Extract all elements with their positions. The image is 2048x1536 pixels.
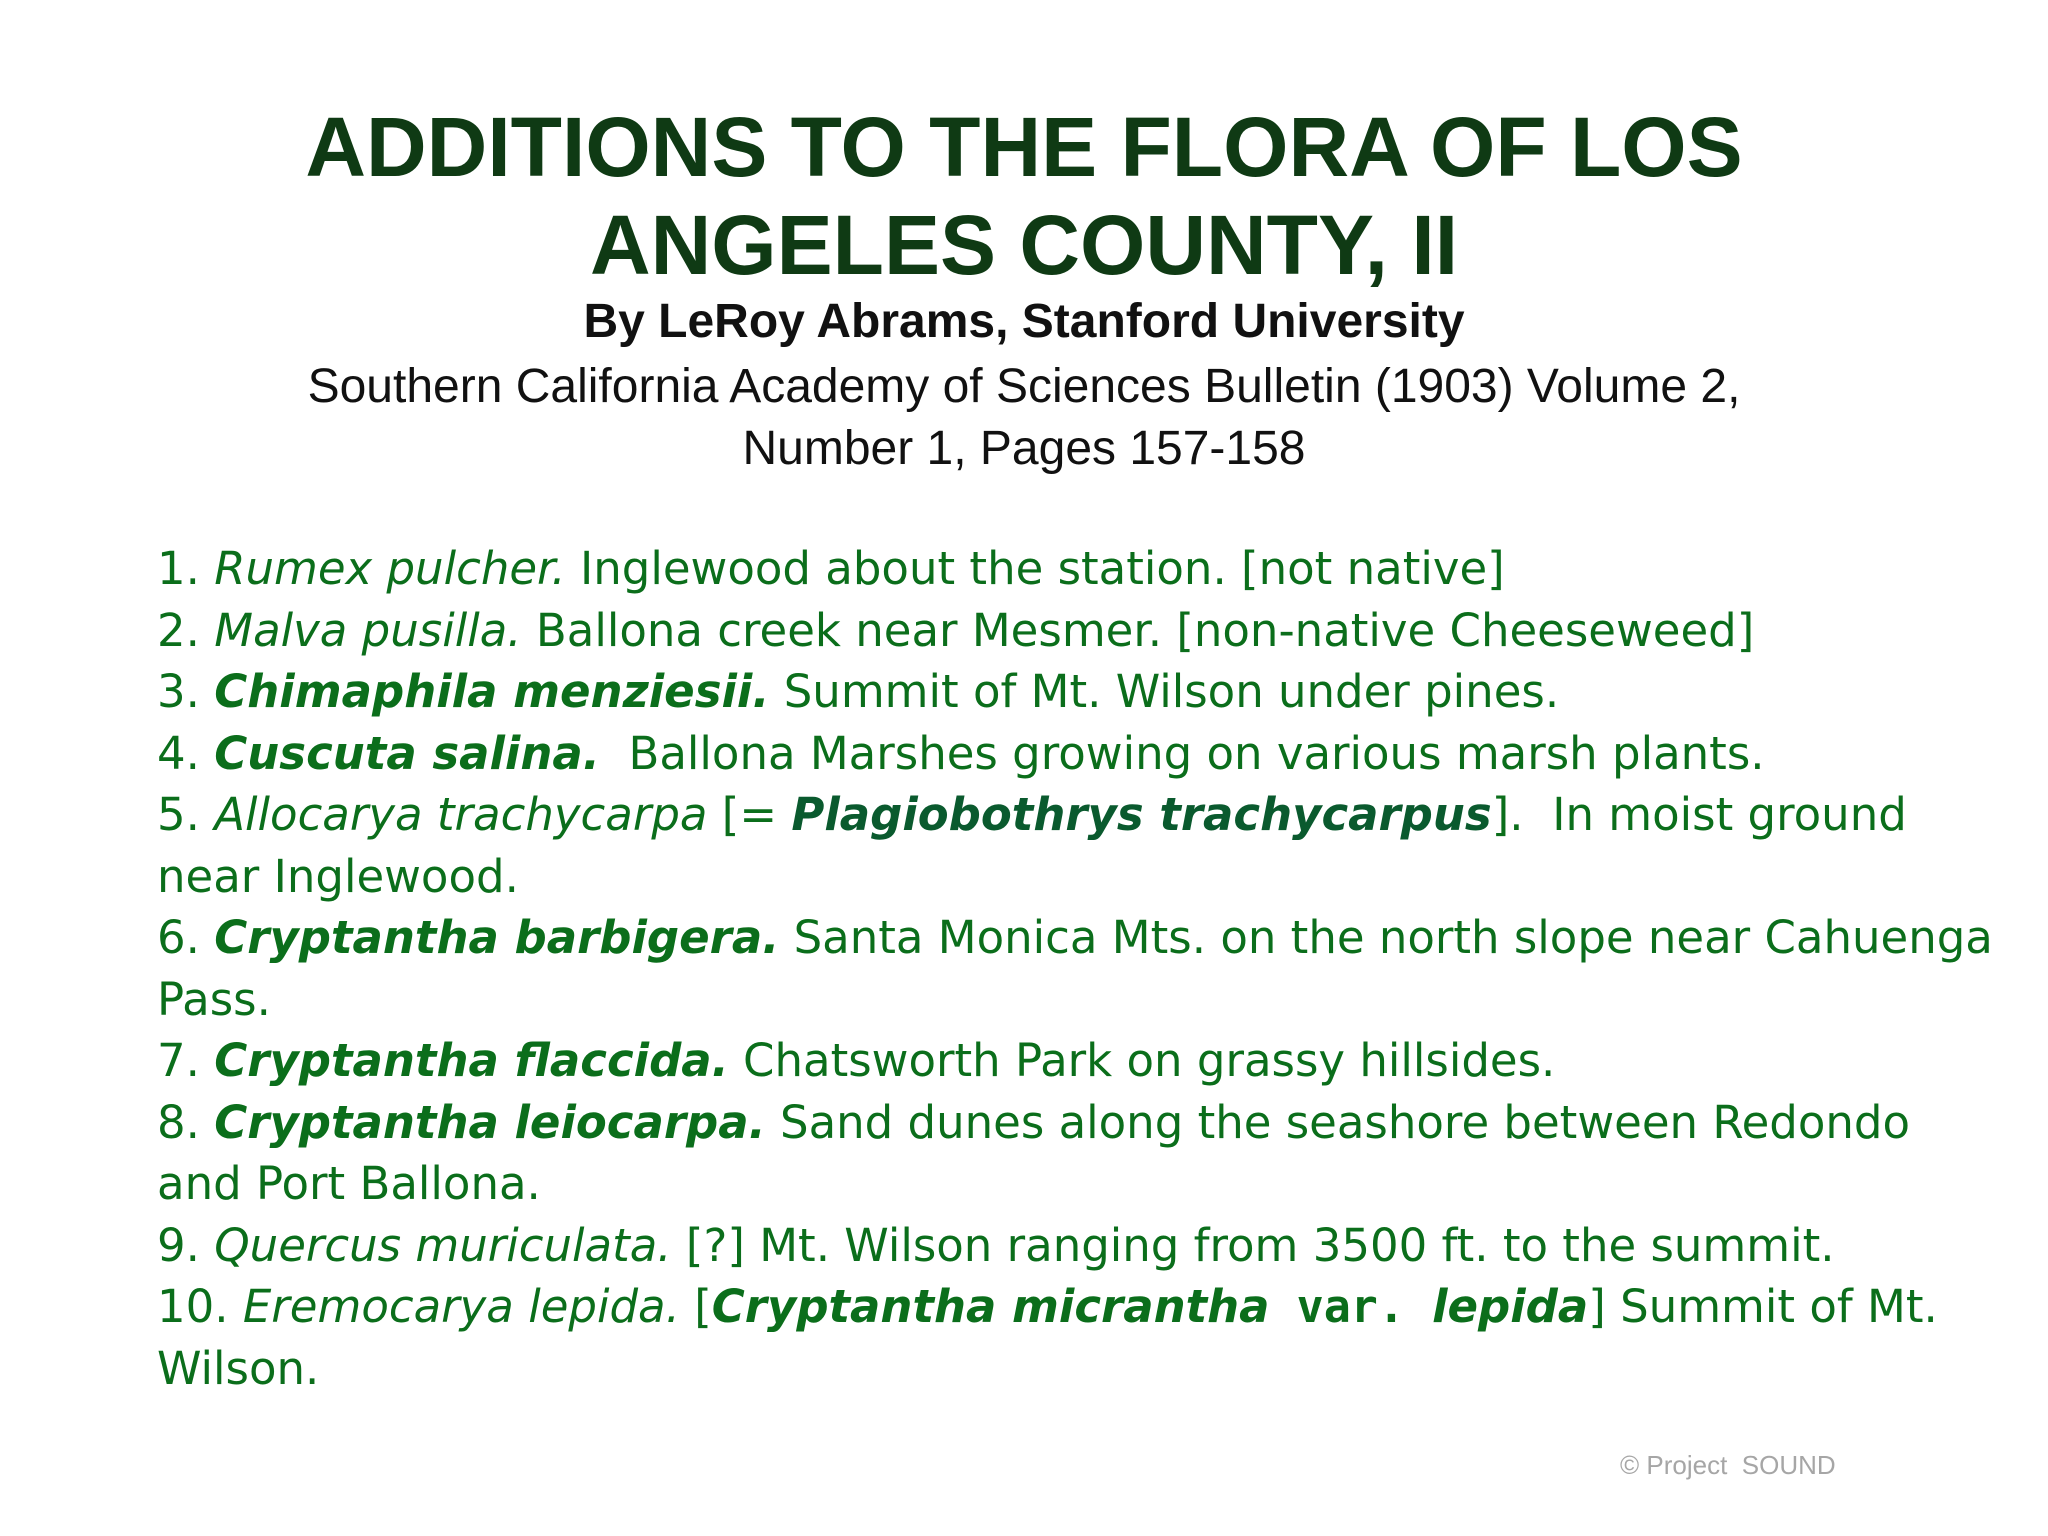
author-byline: By LeRoy Abrams, Stanford University xyxy=(583,295,1465,348)
item-description: Summit of Mt. Wilson under pines. xyxy=(769,665,1560,718)
list-item xyxy=(157,538,2007,600)
item-number: 8. xyxy=(157,1095,215,1149)
item-description: Summit of Mt. Wilson. xyxy=(157,1280,1938,1395)
species-name: Cryptantha flaccida. xyxy=(214,1034,729,1087)
item-number: 3. xyxy=(157,665,215,718)
species-name: Cryptantha barbigera. xyxy=(214,911,780,964)
item-number: 9. xyxy=(157,1218,215,1272)
title-line-1: ADDITIONS TO THE FLORA OF LOS xyxy=(305,100,1743,194)
species-name: Cryptantha leiocarpa. xyxy=(214,1095,766,1149)
species-name: Chimaphila menziesii. xyxy=(214,665,770,718)
species-list xyxy=(157,538,2007,1399)
list-item xyxy=(157,1215,2007,1277)
synonym-variety-marker: var. xyxy=(1269,1280,1433,1333)
citation-line-2: Number 1, Pages 157-158 xyxy=(742,422,1306,475)
list-item xyxy=(157,661,2007,723)
bracket-close: ]. xyxy=(1491,788,1524,841)
citation xyxy=(0,356,2048,480)
item-number: 7. xyxy=(157,1034,215,1087)
item-description: [?] Mt. Wilson ranging from 3500 ft. to the summit. xyxy=(671,1218,1835,1272)
bracket-open: [= xyxy=(707,788,792,841)
synonym-genus: Cryptantha micrantha xyxy=(711,1280,1270,1333)
item-number: 5. xyxy=(157,788,215,841)
item-description: Chatsworth Park on grassy hillsides. xyxy=(728,1034,1556,1087)
item-number: 10. xyxy=(157,1280,243,1333)
species-name: Rumex pulcher. xyxy=(214,542,566,595)
item-number: 6. xyxy=(157,911,215,964)
species-name: Malva pusilla. xyxy=(214,603,522,657)
list-item xyxy=(157,1030,2007,1092)
item-number: 2. xyxy=(157,603,215,657)
list-item xyxy=(157,907,2007,1030)
document-title xyxy=(0,98,2048,294)
list-item xyxy=(157,1276,2007,1399)
item-number: 4. xyxy=(157,726,215,780)
item-description: Ballona Marshes growing on various marsh plants. xyxy=(599,726,1765,780)
item-description: Inglewood about the station. [not native] xyxy=(565,542,1505,595)
list-item xyxy=(157,723,2007,785)
bracket-open: [ xyxy=(679,1280,712,1333)
species-name: Allocarya trachycarpa xyxy=(214,788,708,841)
bracket-close: ] xyxy=(1588,1280,1606,1333)
citation-line-1: Southern California Academy of Sciences Bulletin (1903) Volume 2, xyxy=(307,360,1741,413)
item-description: Sand dunes along the seashore between Redondo and Port Ballona. xyxy=(157,1095,1910,1210)
list-item xyxy=(157,1092,2007,1215)
list-item xyxy=(157,784,2007,907)
species-name: Eremocarya lepida. xyxy=(242,1280,680,1333)
synonym-epithet: lepida xyxy=(1432,1280,1589,1333)
title-line-2: ANGELES COUNTY, II xyxy=(589,198,1459,292)
item-description: Santa Monica Mts. on the north slope near Cahuenga Pass. xyxy=(157,911,1993,1026)
item-description: In moist ground near Inglewood. xyxy=(157,788,1922,903)
list-item xyxy=(157,600,2007,662)
species-name: Cuscuta salina. xyxy=(214,726,600,780)
synonym-name: Plagiobothrys trachycarpus xyxy=(791,788,1492,841)
item-description: Ballona creek near Mesmer. [non-native Cheeseweed] xyxy=(521,603,1755,657)
item-number: 1. xyxy=(157,542,215,595)
species-name: Quercus muriculata. xyxy=(214,1218,672,1272)
copyright-notice: © Project SOUND xyxy=(1620,1450,1836,1480)
